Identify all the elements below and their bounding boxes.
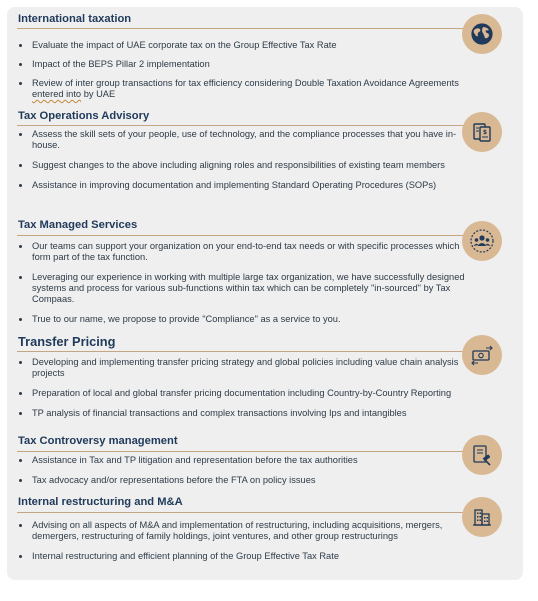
list-item-text: Review of inter group transactions for tax efficiency considering Double Taxation Avoidance Agreements entered into by UAE bbox=[32, 78, 459, 99]
list-item: TP analysis of financial transactions and complex transactions involving Ips and intangibles bbox=[17, 408, 467, 419]
list-item: Advising on all aspects of M&A and implementation of restructuring, including acquisitions, mergers, demergers, restructuring of family holdings, joint ventures, and other group restructurings bbox=[17, 520, 467, 542]
list-item: Developing and implementing transfer pricing strategy and global policies including value chain analysis projects bbox=[17, 357, 467, 379]
list-item: Evaluate the impact of UAE corporate tax on the Group Effective Tax Rate bbox=[17, 40, 467, 51]
list-item: Preparation of local and global transfer pricing documentation including Country-by-Country Reporting bbox=[17, 388, 467, 399]
section-title: Tax Managed Services bbox=[18, 219, 138, 231]
list-item: Assistance in Tax and TP litigation and representation before the tax authorities bbox=[17, 455, 467, 466]
section-title: Tax Operations Advisory bbox=[18, 110, 150, 122]
bullet-list bbox=[17, 40, 467, 100]
section-divider bbox=[17, 512, 469, 513]
list-item bbox=[17, 78, 467, 100]
list-item: Tax advocacy and/or representations before the FTA on policy issues bbox=[17, 475, 467, 486]
tax-documents-icon bbox=[462, 112, 502, 152]
list-item: Suggest changes to the above including aligning roles and responsibilities of existing team members bbox=[17, 160, 467, 171]
section-title: Tax Controversy management bbox=[18, 435, 178, 447]
section-divider bbox=[17, 125, 469, 126]
bullet-list bbox=[17, 129, 467, 191]
section-title: Internal restructuring and M&A bbox=[18, 496, 183, 508]
list-item: Internal restructuring and efficient planning of the Group Effective Tax Rate bbox=[17, 551, 467, 562]
section-divider bbox=[17, 451, 469, 452]
list-item: Assistance in improving documentation and implementing Standard Operating Procedures (SOPs) bbox=[17, 180, 467, 191]
list-item: Assess the skill sets of your people, use of technology, and the compliance processes that you have in-house. bbox=[17, 129, 467, 151]
svg-text:$: $ bbox=[482, 129, 488, 136]
list-item: Our teams can support your organization on your end-to-end tax needs or with specific processes which form part of the tax function. bbox=[17, 241, 467, 263]
bullet-list bbox=[17, 520, 467, 562]
buildings-icon bbox=[462, 497, 502, 537]
money-transfer-icon bbox=[462, 335, 502, 375]
section-divider bbox=[17, 351, 469, 352]
services-card bbox=[7, 7, 523, 580]
bullet-list bbox=[17, 357, 467, 419]
section-divider bbox=[17, 235, 469, 236]
list-item: Leveraging our experience in working with multiple large tax organization, we have successfully designed systems and process for various sub-functions within tax which can be completely "in-sourced" by Tax Compaas. bbox=[17, 272, 467, 305]
bullet-list bbox=[17, 455, 467, 486]
list-item: True to our name, we propose to provide "Compliance" as a service to you. bbox=[17, 314, 467, 325]
legal-document-gavel-icon bbox=[462, 435, 502, 475]
list-item: Impact of the BEPS Pillar 2 implementation bbox=[17, 59, 467, 70]
globe-icon bbox=[462, 14, 502, 54]
section-title: International taxation bbox=[18, 13, 132, 25]
section-divider bbox=[17, 28, 469, 29]
team-icon bbox=[462, 221, 502, 261]
bullet-list bbox=[17, 241, 467, 325]
section-title: Transfer Pricing bbox=[18, 334, 116, 349]
underlined-phrase: entered into bbox=[32, 89, 82, 99]
